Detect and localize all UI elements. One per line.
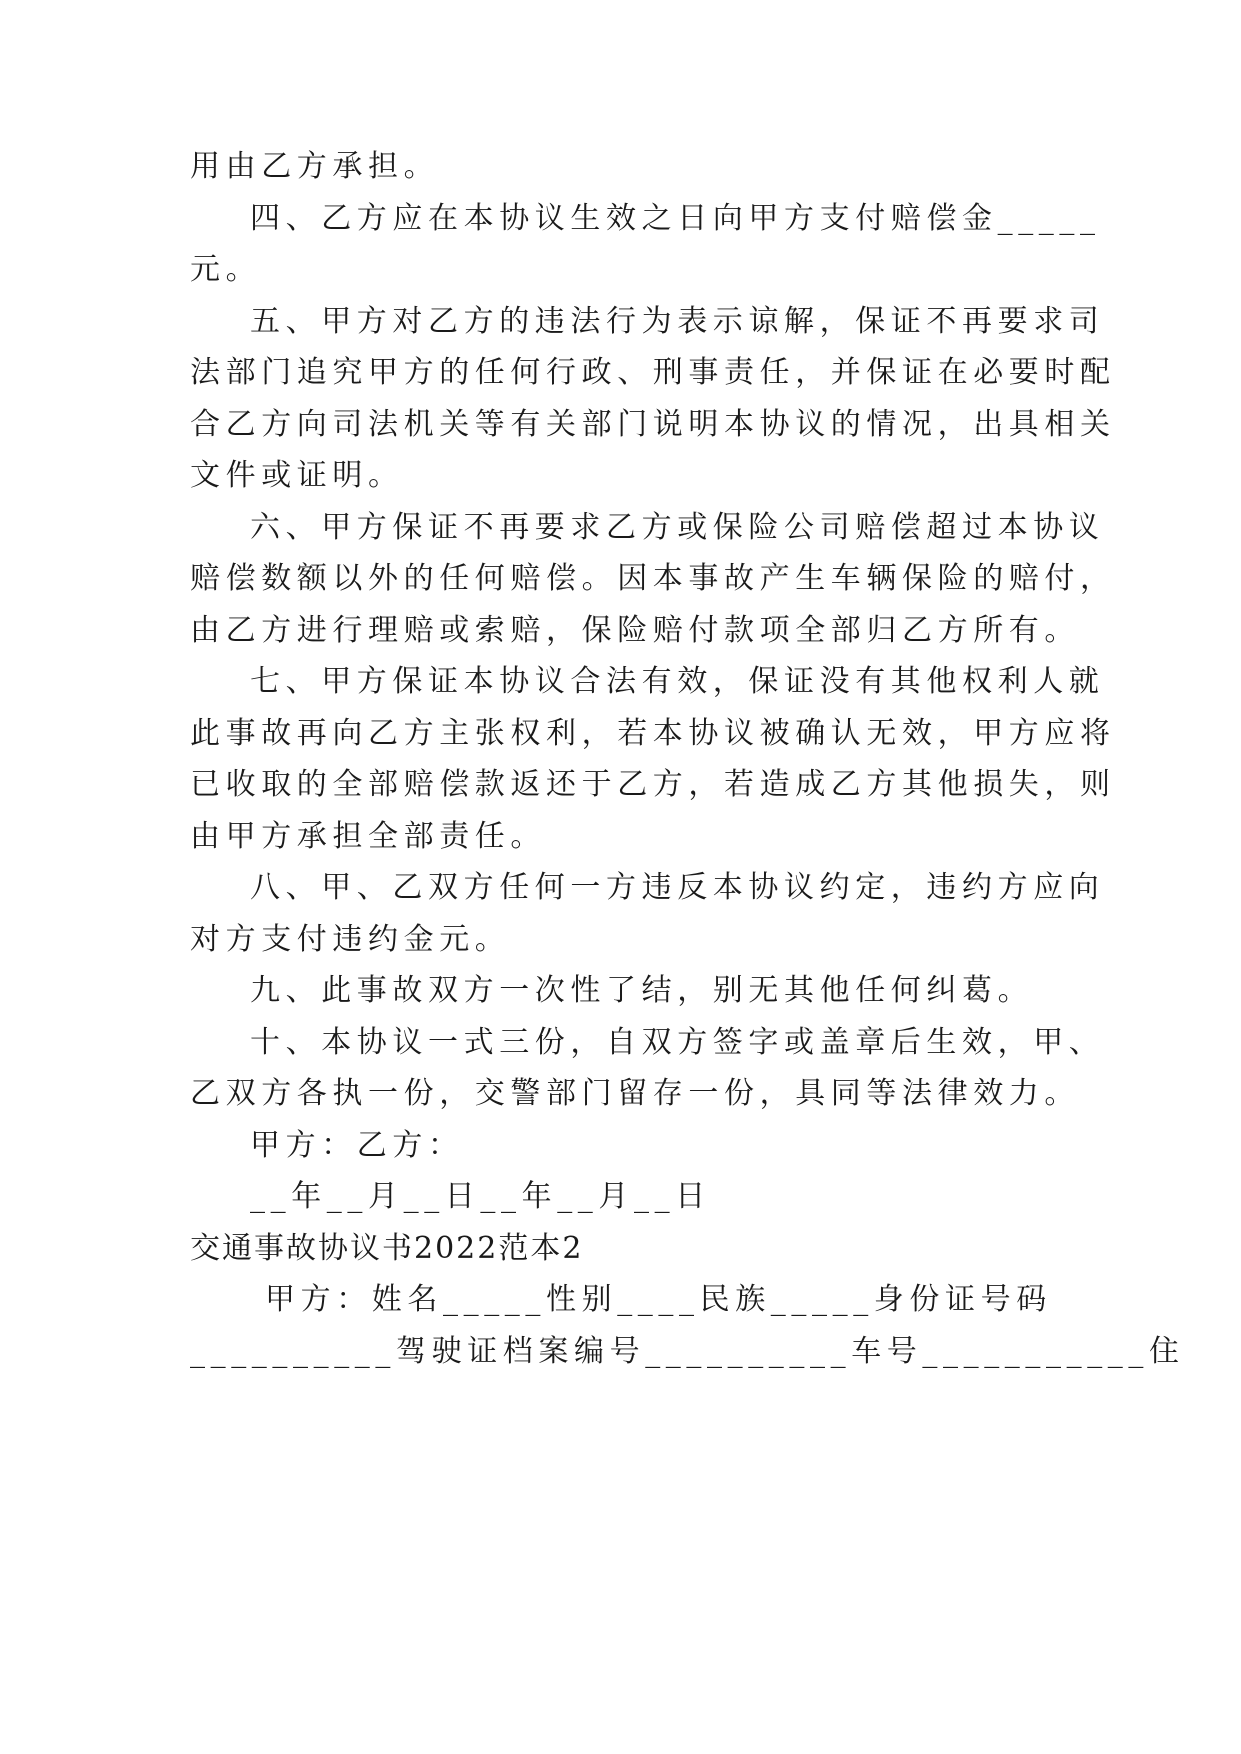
paragraph-line: 六、甲方保证不再要求乙方或保险公司赔偿超过本协议 — [250, 510, 1105, 545]
paragraph-line: 由乙方进行理赔或索赔，保险赔付款项全部归乙方所有。 — [190, 613, 1080, 648]
paragraph-line: 由甲方承担全部责任。 — [190, 819, 546, 854]
paragraph-line: 甲方：姓名_____性别____民族_____身份证号码 — [265, 1282, 1052, 1317]
paragraph-line: 赔偿数额以外的任何赔偿。因本事故产生车辆保险的赔付， — [190, 561, 1116, 596]
paragraph-line: 用由乙方承担。 — [190, 149, 440, 184]
section-title: 交通事故协议书2022范本2 — [190, 1231, 584, 1266]
paragraph-line: 合乙方向司法机关等有关部门说明本协议的情况，出具相关 — [190, 407, 1116, 442]
paragraph-line: 十、本协议一式三份，自双方签字或盖章后生效，甲、 — [250, 1025, 1105, 1060]
paragraph-line: 乙双方各执一份，交警部门留存一份，具同等法律效力。 — [190, 1076, 1080, 1111]
paragraph-line: 八、甲、乙双方任何一方违反本协议约定，违约方应向 — [250, 870, 1105, 905]
paragraph-line: 对方支付违约金元。 — [190, 922, 511, 957]
paragraph-line: 元。 — [190, 252, 262, 287]
paragraph-line: 七、甲方保证本协议合法有效，保证没有其他权利人就 — [250, 664, 1105, 699]
paragraph-line: 此事故再向乙方主张权利，若本协议被确认无效，甲方应将 — [190, 716, 1116, 751]
paragraph-line: 已收取的全部赔偿款返还于乙方，若造成乙方其他损失，则 — [190, 767, 1116, 802]
paragraph-line: __________驾驶证档案编号__________车号___________住 — [190, 1334, 1185, 1369]
paragraph-line: 法部门追究甲方的任何行政、刑事责任，并保证在必要时配 — [190, 355, 1116, 390]
signature-label-line: 甲方：乙方： — [250, 1128, 464, 1163]
paragraph-line: 文件或证明。 — [190, 458, 404, 493]
paragraph-line: 五、甲方对乙方的违法行为表示谅解，保证不再要求司 — [250, 304, 1105, 339]
paragraph-line: 九、此事故双方一次性了结，别无其他任何纠葛。 — [250, 973, 1034, 1008]
paragraph-line: 四、乙方应在本协议生效之日向甲方支付赔偿金_____ — [250, 201, 1101, 236]
date-line: __年__月__日__年__月__日 — [250, 1179, 711, 1214]
